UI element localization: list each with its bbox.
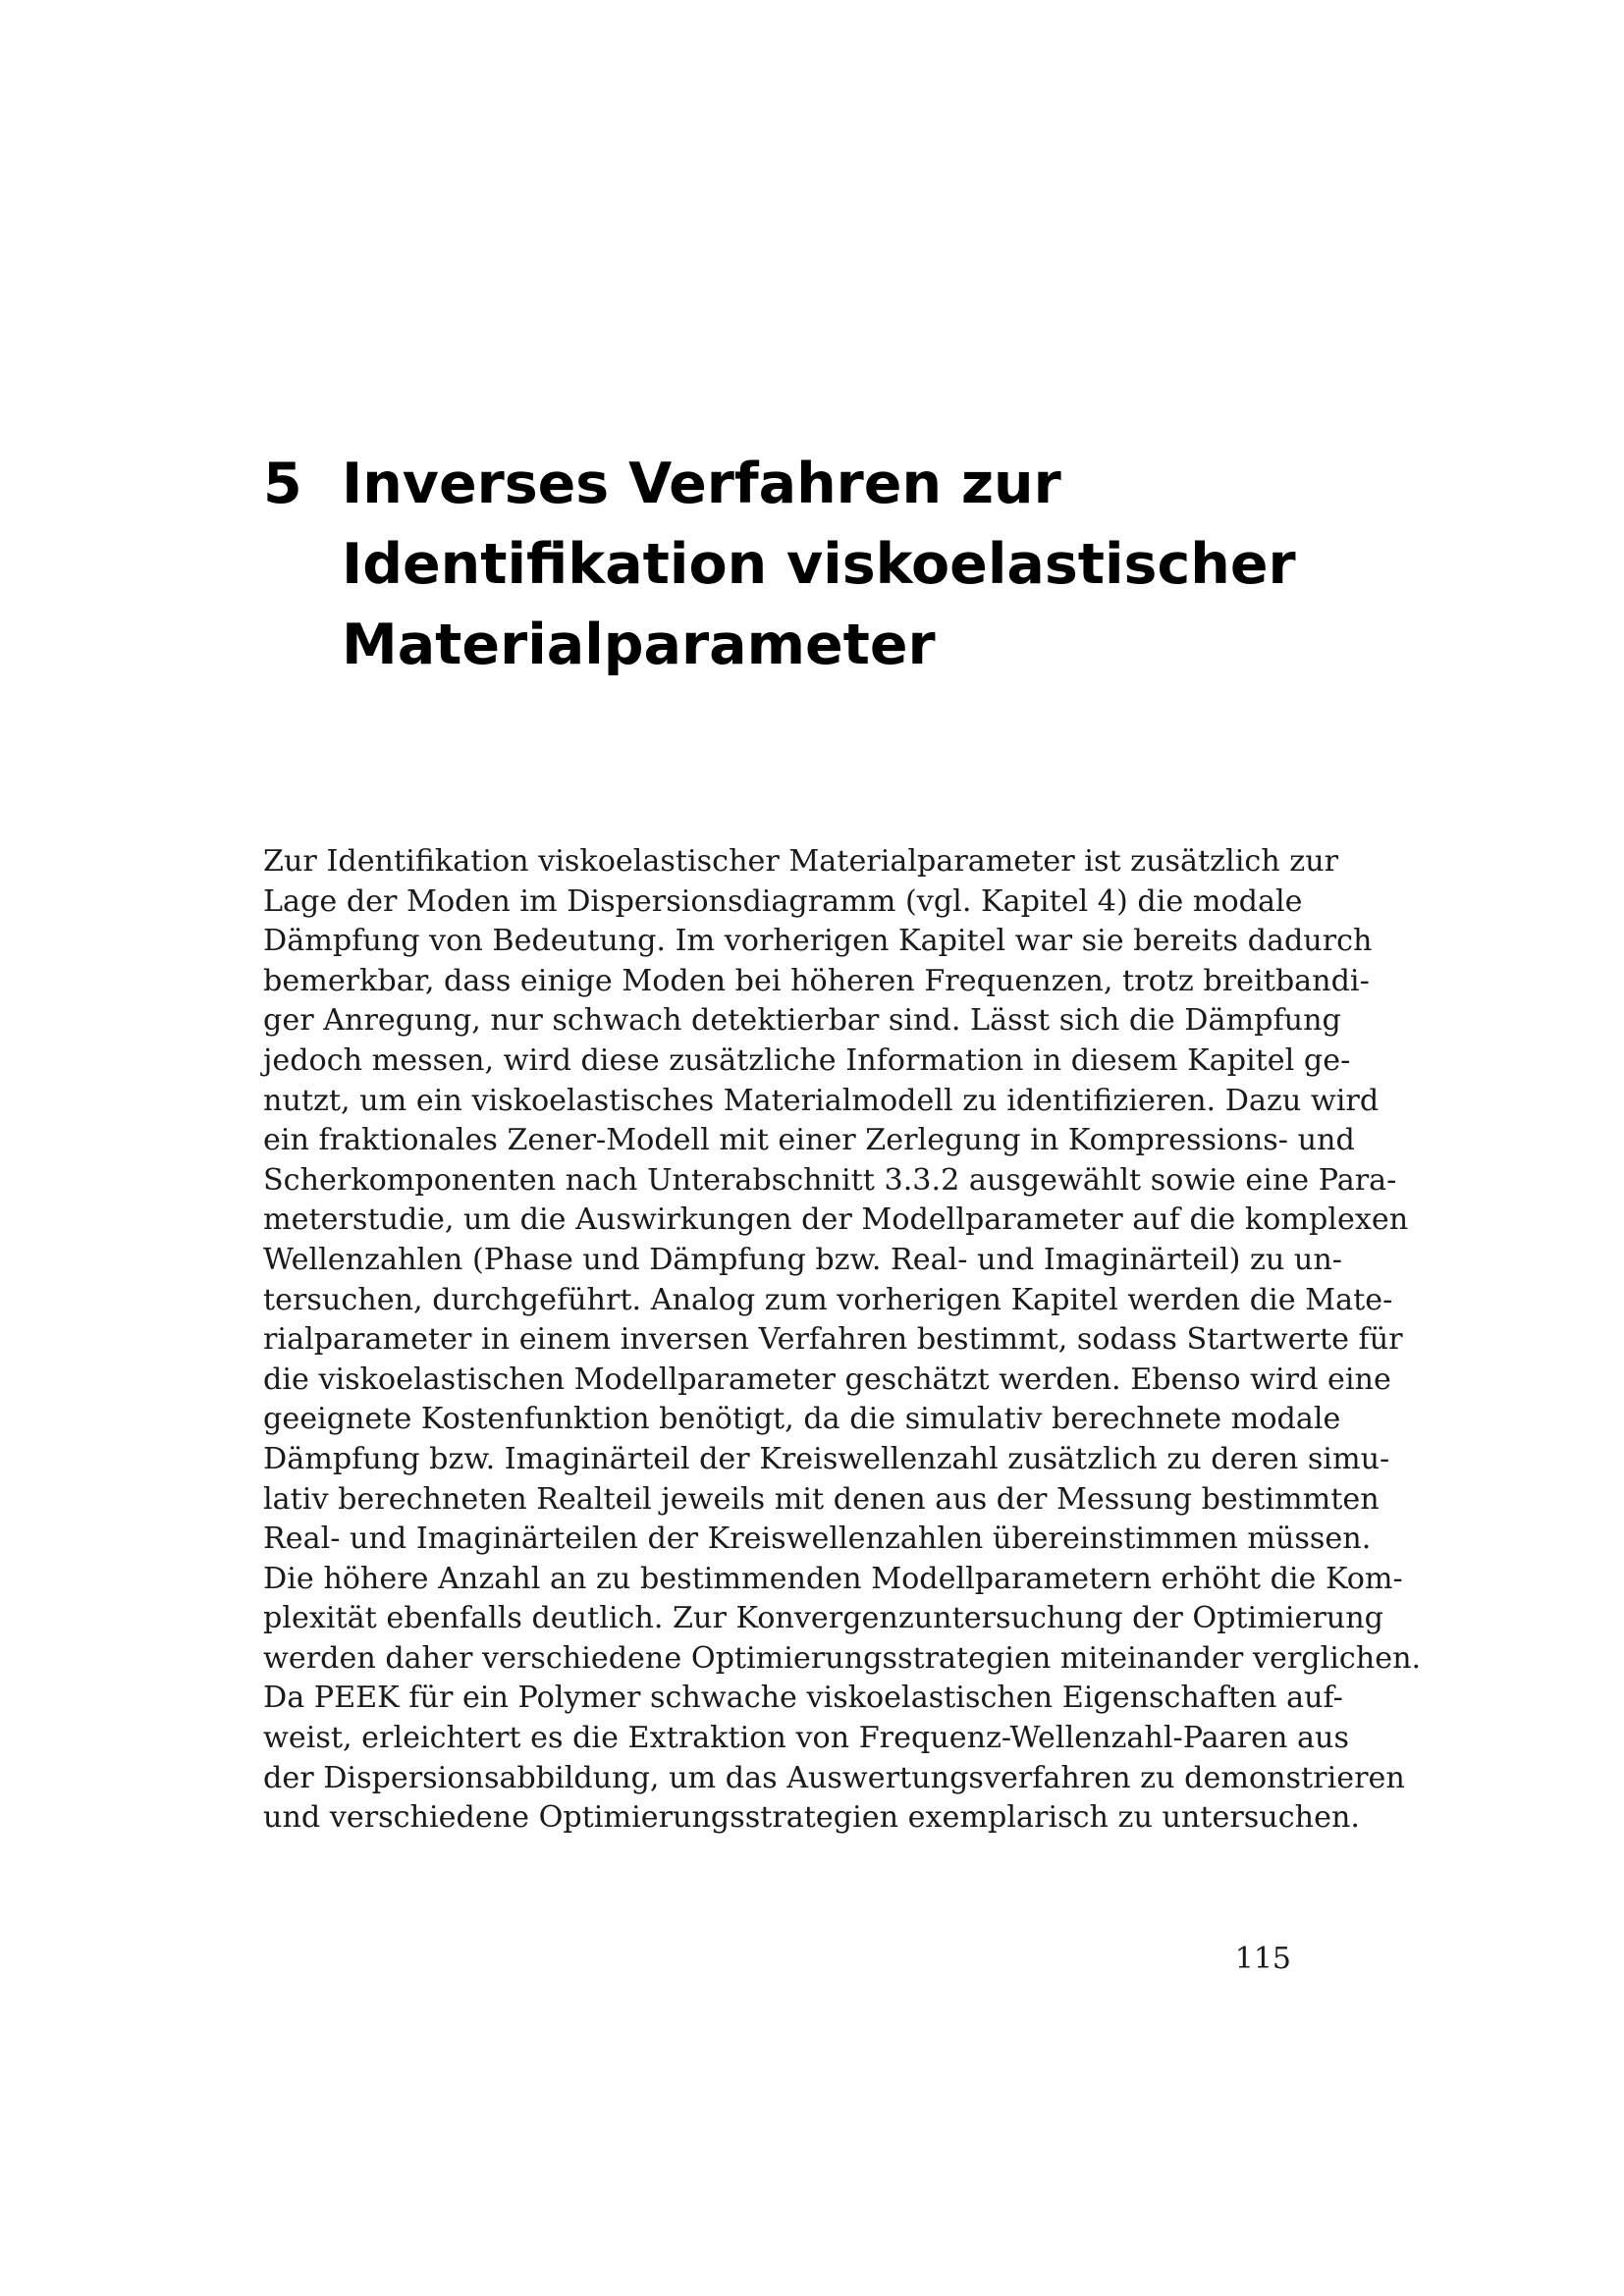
- text-line: Real- und Imaginärteilen der Kreiswellenzahlen übereinstimmen müssen.: [263, 1522, 1372, 1557]
- text-line: ger Anregung, nur schwach detektierbar sind. Lässt sich die Dämpfung: [263, 1003, 1341, 1039]
- chapter-title-line: Materialparameter: [342, 613, 936, 677]
- text-line: lativ berechneten Realteil jeweils mit denen aus der Messung bestimmten: [263, 1481, 1380, 1517]
- text-line: bemerkbar, dass einige Moden bei höheren Frequenzen, trotz breitbandi-: [263, 963, 1370, 998]
- text-line: jedoch messen, wird diese zusätzliche Information in diesem Kapitel ge-: [263, 1042, 1351, 1078]
- body-paragraph: [263, 842, 1422, 1839]
- chapter-title: [342, 444, 1324, 685]
- text-line: Wellenzahlen (Phase und Dämpfung bzw. Real- und Imaginärteil) zu un-: [263, 1242, 1342, 1277]
- text-line: Zur Identifikation viskoelastischer Materialparameter ist zusätzlich zur: [263, 844, 1339, 879]
- text-line: der Dispersionsabbildung, um das Auswertungsverfahren zu demonstrieren: [263, 1760, 1405, 1795]
- text-line: Scherkomponenten nach Unterabschnitt 3.3.2 ausgewählt sowie eine Para-: [263, 1162, 1397, 1198]
- text-line: tersuchen, durchgeführt. Analog zum vorherigen Kapitel werden die Mate-: [263, 1282, 1393, 1317]
- text-line: werden daher verschiedene Optimierungsstrategien miteinander verglichen.: [263, 1640, 1422, 1676]
- text-line: meterstudie, um die Auswirkungen der Modellparameter auf die komplexen: [263, 1202, 1409, 1238]
- text-line: Die höhere Anzahl an zu bestimmenden Modellparametern erhöht die Kom-: [263, 1561, 1403, 1596]
- text-line: weist, erleichtert es die Extraktion von Frequenz-Wellenzahl-Paaren aus: [263, 1721, 1349, 1756]
- text-line: Lage der Moden im Dispersionsdiagramm (vgl. Kapitel 4) die modale: [263, 883, 1303, 919]
- text-line: Dämpfung bzw. Imaginärteil der Kreiswellenzahl zusätzlich zu deren simu-: [263, 1441, 1390, 1476]
- chapter-title-line: Identifikation viskoelastischer: [342, 532, 1296, 597]
- text-line: nutzt, um ein viskoelastisches Materialmodell zu identifizieren. Dazu wird: [263, 1083, 1380, 1118]
- text-line: plexität ebenfalls deutlich. Zur Konvergenzuntersuchung der Optimierung: [263, 1601, 1383, 1636]
- text-line: Da PEEK für ein Polymer schwache viskoelastischen Eigenschaften auf-: [263, 1681, 1343, 1716]
- text-line: Dämpfung von Bedeutung. Im vorherigen Kapitel war sie bereits dadurch: [263, 924, 1373, 959]
- text-line: geeignete Kostenfunktion benötigt, da die simulativ berechnete modale: [263, 1402, 1341, 1437]
- page-number: 115: [1234, 1942, 1291, 1976]
- text-line: die viskoelastischen Modellparameter geschätzt werden. Ebenso wird eine: [263, 1362, 1391, 1397]
- text-line: ein fraktionales Zener-Modell mit einer Zerlegung in Kompressions- und: [263, 1123, 1355, 1158]
- text-line: rialparameter in einem inversen Verfahren bestimmt, sodass Startwerte für: [263, 1322, 1403, 1358]
- chapter-title-line: Inverses Verfahren zur: [342, 452, 1061, 516]
- text-line: und verschiedene Optimierungsstrategien exemplarisch zu untersuchen.: [263, 1800, 1360, 1836]
- chapter-number: 5: [263, 452, 302, 516]
